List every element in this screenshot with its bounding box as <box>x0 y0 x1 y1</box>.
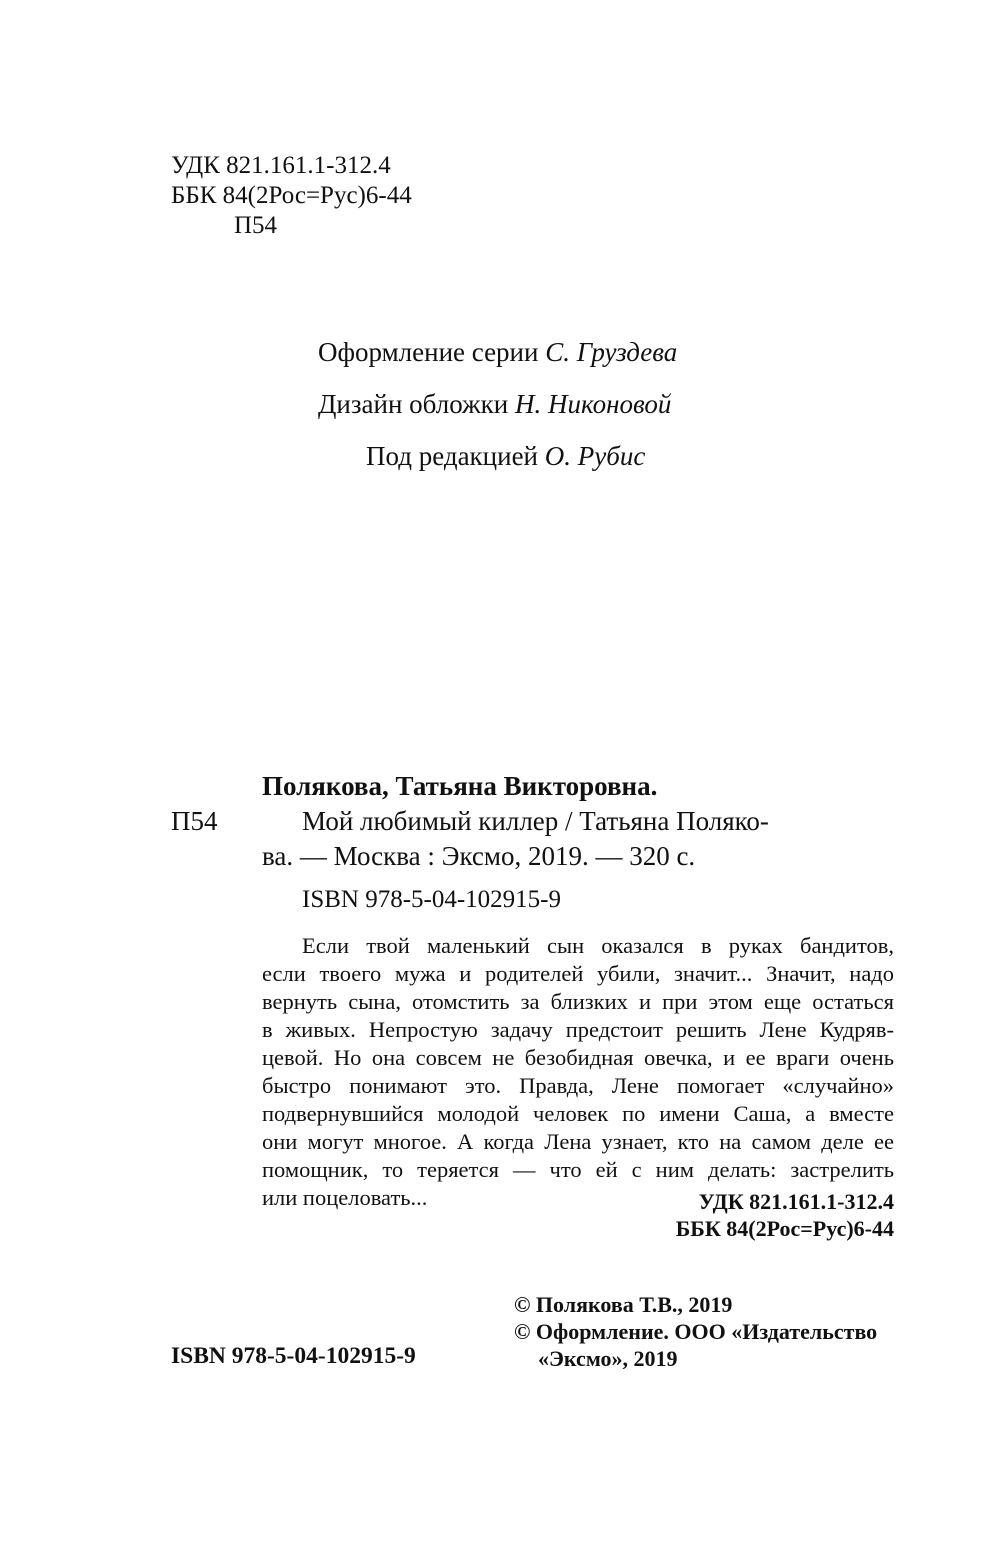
abstract-line: в живых. Непростую задачу предстоит решить Лене Кудряв- <box>262 1017 894 1042</box>
abstract-line: если твоего мужа и родителей убили, значит... Значит, надо <box>262 961 894 986</box>
abstract-line: цевой. Но она совсем не безобидная овечка, и ее враги очень <box>262 1045 894 1070</box>
credit-person: Н. Никоновой <box>515 389 672 419</box>
title-line-1: Мой любимый киллер / Татьяна Поляко- <box>302 806 769 836</box>
abstract-line: или поцеловать... <box>262 1185 428 1210</box>
credit-cover-design <box>318 388 671 420</box>
abstract-line: помощник, то теряется — что ей с ним делать: застрелить <box>262 1157 894 1182</box>
credit-person: О. Рубис <box>544 441 646 471</box>
udk-top: УДК 821.161.1-312.4 <box>171 152 391 179</box>
abstract-line: быстро понимают это. Правда, Лене помогает «случайно» <box>262 1073 894 1098</box>
credit-series-design <box>318 336 677 368</box>
udk-bottom: УДК 821.161.1-312.4 <box>698 1189 894 1214</box>
abstract-line: подвернувшийся молодой человек по имени Саша, а вместе <box>262 1101 894 1126</box>
credit-person: С. Груздева <box>545 337 678 367</box>
author-mark: П54 <box>171 806 218 836</box>
copyright-author: © Полякова Т.В., 2019 <box>514 1292 733 1317</box>
credit-role: Под редакцией <box>366 441 539 471</box>
abstract <box>262 932 894 1212</box>
credit-role: Дизайн обложки <box>318 389 509 419</box>
isbn-record: ISBN 978-5-04-102915-9 <box>302 886 562 913</box>
author-heading: Полякова, Татьяна Викторовна. <box>262 771 658 801</box>
abstract-line: Если твой маленький сын оказался в руках бандитов, <box>302 933 894 958</box>
abstract-line: вернуть сына, отомстить за близких и при этом еще остаться <box>262 989 894 1014</box>
copyright-publisher-cont: «Эксмо», 2019 <box>538 1346 678 1371</box>
abstract-line: они могут многое. А когда Лена узнает, кто на самом деле ее <box>262 1129 894 1154</box>
title-line-2: ва. — Москва : Эксмо, 2019. — 320 с. <box>262 841 696 871</box>
copyright-publisher: © Оформление. ООО «Издательство <box>514 1319 878 1344</box>
credit-role: Оформление серии <box>318 337 539 367</box>
bbk-top: ББК 84(2Рос=Рус)6-44 <box>171 182 412 209</box>
isbn-bottom: ISBN 978-5-04-102915-9 <box>171 1343 416 1369</box>
author-mark-top: П54 <box>234 212 278 239</box>
credit-editor <box>366 440 645 472</box>
bbk-bottom: ББК 84(2Рос=Рус)6-44 <box>675 1216 894 1241</box>
